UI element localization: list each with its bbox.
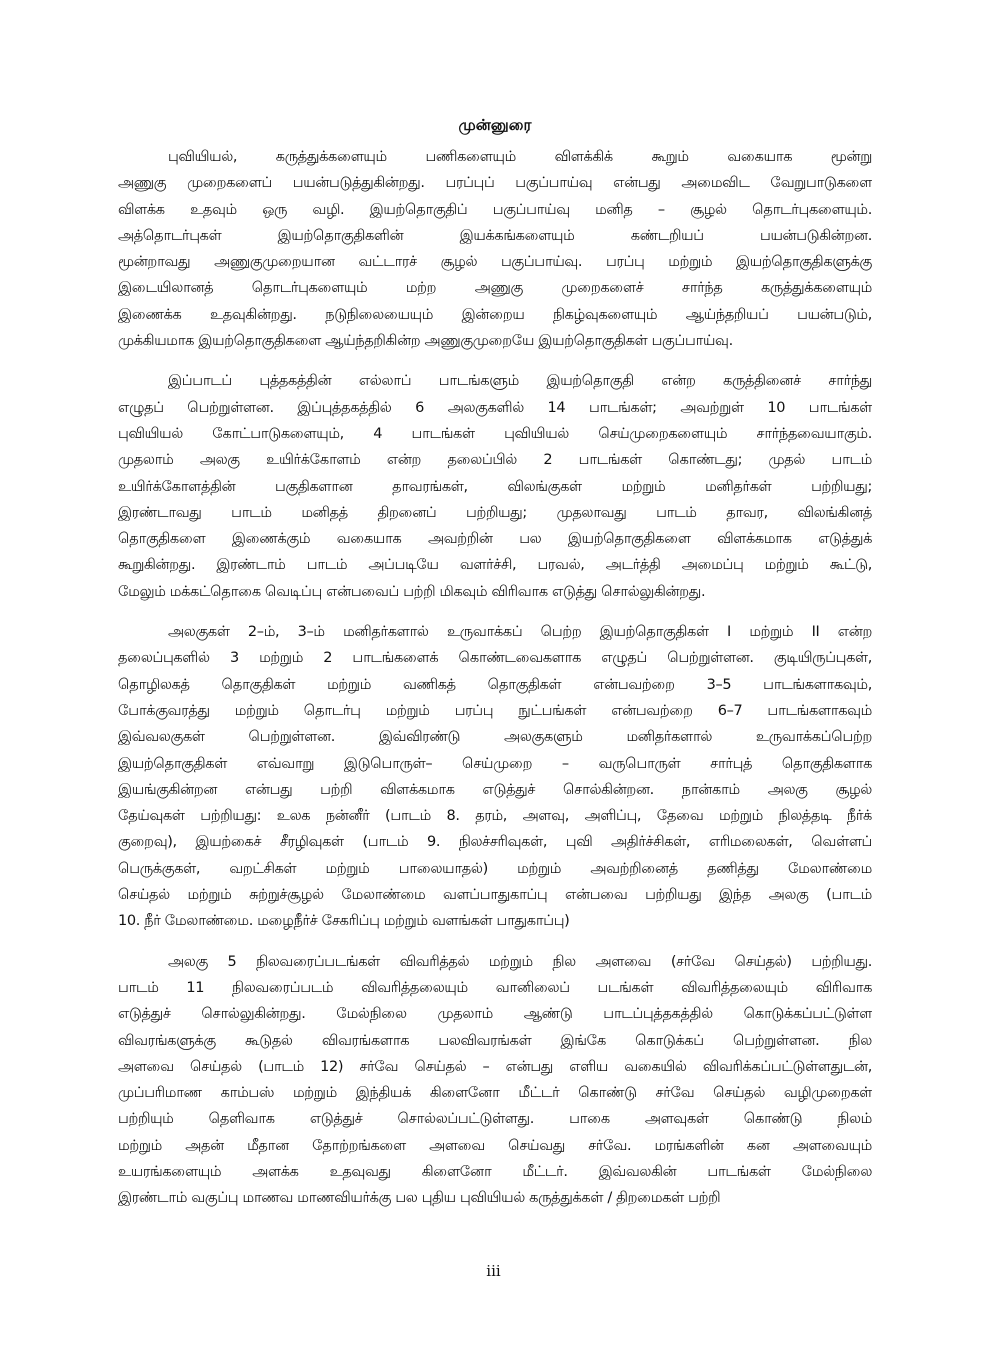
text-line: புவியியல் கோட்பாடுகளையும், 4 பாடங்கள் புவியியல் செய்முறைகளையும் சார்ந்தவையாகும். (118, 425, 872, 442)
text-line: அத்தொடர்புகள் இயற்தொகுதிகளின் இயக்கங்களையும் கண்டறியப் பயன்படுகின்றன. (118, 227, 872, 244)
text-line: விளக்க உதவும் ஒரு வழி. இயற்தொகுதிப் பகுப்பாய்வு மனித – சூழல் தொடர்புகளையும். (118, 201, 872, 218)
text-line: முப்பரிமாண காம்பஸ் மற்றும் இந்தியக் கிளைனோ மீட்டர் கொண்டு சர்வே செய்தல் வழிமுறைகள் (118, 1085, 872, 1102)
document-body (118, 144, 872, 1212)
paragraph (118, 619, 872, 935)
text-line: உயரங்களையும் அளக்க உதவுவது கிளைனோ மீட்டர். இவ்வலகின் பாடங்கள் மேல்நிலை (118, 1163, 872, 1180)
text-line: மற்றும் அதன் மீதான தோற்றங்களை அளவை செய்வது சர்வே. மரங்களின் கன அளவையும் (118, 1137, 872, 1154)
paragraph-gap (118, 354, 872, 368)
text-line: தொழிலகத் தொகுதிகள் மற்றும் வணிகத் தொகுதிகள் என்பவற்றை 3–5 பாடங்களாகவும், (118, 676, 872, 693)
paragraph-gap (118, 605, 872, 619)
text-line: அளவை செய்தல் (பாடம் 12) சர்வே செய்தல் – என்பது எளிய வகையில் விவரிக்கப்பட்டுள்ளதுடன், (118, 1058, 872, 1075)
paragraph-gap (118, 935, 872, 949)
text-line: இரண்டாம் வகுப்பு மாணவ மாணவியர்க்கு பல புதிய புவியியல் கருத்துக்கள் / திறமைகள் பற்றி (118, 1190, 721, 1207)
text-line: பாடம் 11 நிலவரைப்படம் விவரித்தலையும் வானிலைப் படங்கள் விவரித்தலையும் விரிவாக (118, 979, 872, 996)
paragraph (118, 949, 872, 1212)
page-title: முன்னுரை (458, 116, 532, 134)
document-page (118, 112, 872, 1212)
text-line: குறைவு), இயற்கைச் சீரழிவுகள் (பாடம் 9. நிலச்சரிவுகள், புவி அதிர்ச்சிகள், எரிமலைகள், வெள்ளப் (118, 834, 872, 851)
text-line: மேலும் மக்கட்தொகை வெடிப்பு என்பவைப் பற்றி மிகவும் விரிவாக எடுத்து சொல்லுகின்றது. (118, 583, 706, 600)
text-line: 10. நீர் மேலாண்மை. மழைநீர்ச் சேகரிப்பு மற்றும் வளங்கள் பாதுகாப்பு) (118, 913, 570, 930)
text-line: விவரங்களுக்கு கூடுதல் விவரங்களாக பலவிவரங்கள் இங்கே கொடுக்கப் பெற்றுள்ளன. நில (118, 1032, 872, 1049)
text-line: இரண்டாவது பாடம் மனிதத் திறனைப் பற்றியது; முதலாவது பாடம் தாவர, விலங்கினத் (118, 504, 872, 521)
text-line: முதலாம் அலகு உயிர்க்கோளம் என்ற தலைப்பில் 2 பாடங்கள் கொண்டது; முதல் பாடம் (118, 452, 872, 469)
text-line: போக்குவரத்து மற்றும் தொடர்பு மற்றும் பரப்பு நுட்பங்கள் என்பவற்றை 6–7 பாடங்களாகவும் (118, 702, 872, 719)
text-line: அலகுகள் 2–ம், 3–ம் மனிதர்களால் உருவாக்கப் பெற்ற இயற்தொகுதிகள் I மற்றும் II என்ற (168, 624, 872, 641)
text-line: செய்தல் மற்றும் சுற்றுச்சூழல் மேலாண்மை வளப்பாதுகாப்பு என்பவை பற்றியது இந்த அலகு (பாடம் (118, 887, 872, 904)
text-line: தொகுதிகளை இணைக்கும் வகையாக அவற்றின் பல இயற்தொகுதிகளை விளக்கமாக எடுத்துக் (118, 531, 872, 548)
text-line: தேய்வுகள் பற்றியது: உலக நன்னீர் (பாடம் 8. தரம், அளவு, அளிப்பு, தேவை மற்றும் நிலத்தடி நீர்க் (118, 808, 872, 825)
text-line: இயற்தொகுதிகள் எவ்வாறு இடுபொருள்– செய்முறை – வருபொருள் சார்புத் தொகுதிகளாக (118, 755, 872, 772)
text-line: உயிர்க்கோளத்தின் பகுதிகளான தாவரங்கள், விலங்குகள் மற்றும் மனிதர்கள் பற்றியது; (118, 478, 872, 495)
text-line: கூறுகின்றது. இரண்டாம் பாடம் அப்படியே வளர்ச்சி, பரவல், அடர்த்தி அமைப்பு மற்றும் கூட்டு, (118, 557, 872, 574)
text-line: எழுதப் பெற்றுள்ளன. இப்புத்தகத்தில் 6 அலகுகளில் 14 பாடங்கள்; அவற்றுள் 10 பாடங்கள் (118, 399, 872, 416)
paragraph (118, 368, 872, 605)
text-line: இவ்வலகுகள் பெற்றுள்ளன. இவ்விரண்டு அலகுகளும் மனிதர்களால் உருவாக்கப்பெற்ற (118, 729, 872, 746)
page-number: iii (486, 1262, 501, 1280)
text-line: புவியியல், கருத்துக்களையும் பணிகளையும் விளக்கிக் கூறும் வகையாக மூன்று (168, 149, 872, 165)
text-line: இடையிலானத் தொடர்புகளையும் மற்ற அணுகு முறைகளைச் சார்ந்த கருத்துக்களையும் (118, 280, 872, 297)
text-line: பெருக்குகள், வறட்சிகள் மற்றும் பாலையாதல்) மற்றும் அவற்றினைத் தணித்து மேலாண்மை (118, 860, 872, 877)
text-line: எடுத்துச் சொல்லுகின்றது. மேல்நிலை முதலாம் ஆண்டு பாடப்புத்தகத்தில் கொடுக்கப்பட்டுள்ள (118, 1006, 872, 1023)
text-line: இணைக்க உதவுகின்றது. நடுநிலையையும் இன்றைய நிகழ்வுகளையும் ஆய்ந்தறியப் பயன்படும், (118, 306, 872, 323)
text-line: அணுகு முறைகளைப் பயன்படுத்துகின்றது. பரப்புப் பகுப்பாய்வு என்பது அமைவிட வேறுபாடுகளை (118, 175, 872, 192)
text-line: மூன்றாவது அணுகுமுறையான வட்டாரச் சூழல் பகுப்பாய்வு. பரப்பு மற்றும் இயற்தொகுதிகளுக்கு (118, 254, 872, 271)
paragraph (118, 144, 872, 354)
text-line: தலைப்புகளில் 3 மற்றும் 2 பாடங்களைக் கொண்டவைகளாக எழுதப் பெற்றுள்ளன. குடியிருப்புகள், (118, 650, 872, 667)
text-line: இப்பாடப் புத்தகத்தின் எல்லாப் பாடங்களும் இயற்தொகுதி என்ற கருத்தினைச் சார்ந்து (168, 373, 872, 390)
text-line: பற்றியும் தெளிவாக எடுத்துச் சொல்லப்பட்டுள்ளது. பாகை அளவுகள் கொண்டு நிலம் (118, 1111, 872, 1128)
text-line: அலகு 5 நிலவரைப்படங்கள் விவரித்தல் மற்றும் நில அளவை (சர்வே செய்தல்) பற்றியது. (168, 953, 872, 970)
text-line: முக்கியமாக இயற்தொகுதிகளை ஆய்ந்தறிகின்ற அணுகுமுறையே இயற்தொகுதிகள் பகுப்பாய்வு. (118, 333, 733, 350)
text-line: இயங்குகின்றன என்பது பற்றி விளக்கமாக எடுத்துச் சொல்கின்றன. நான்காம் அலகு சூழல் (118, 781, 872, 798)
